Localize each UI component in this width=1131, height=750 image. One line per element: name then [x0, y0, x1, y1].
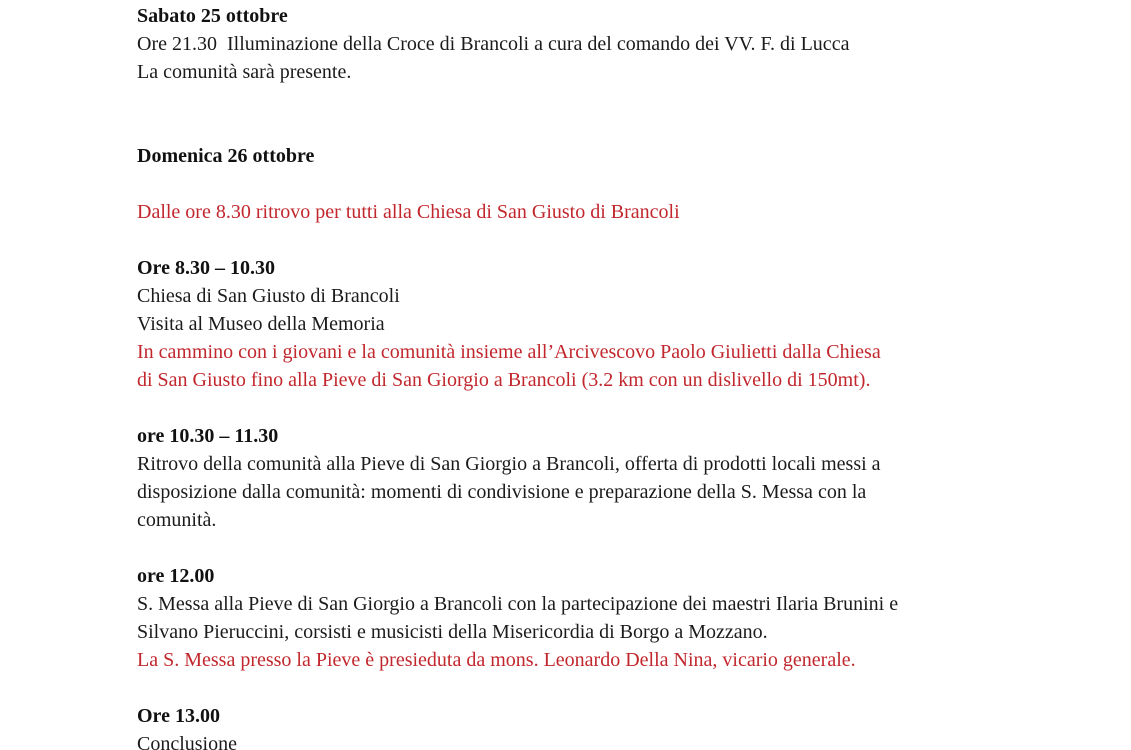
highlight-line: di San Giusto fino alla Pieve di San Giorgio a Brancoli (3.2 km con un dislivello di 150mt).: [137, 369, 871, 391]
event-line: Chiesa di San Giusto di Brancoli: [137, 285, 400, 307]
highlight-line: La S. Messa presso la Pieve è presieduta da mons. Leonardo Della Nina, vicario generale.: [137, 649, 856, 671]
event-line: Ritrovo della comunità alla Pieve di San Giorgio a Brancoli, offerta di prodotti locali messi a: [137, 453, 881, 475]
event-line: Conclusione: [137, 733, 237, 750]
section-sabato-25: [137, 2, 1091, 86]
event-line: Visita al Museo della Memoria: [137, 313, 385, 335]
section-ore-1200: [137, 562, 1091, 674]
event-line: comunità.: [137, 509, 217, 531]
highlight-line: Dalle ore 8.30 ritrovo per tutti alla Chiesa di San Giusto di Brancoli: [137, 201, 680, 223]
event-line: Silvano Pieruccini, corsisti e musicisti della Misericordia di Borgo a Mozzano.: [137, 621, 768, 643]
time-heading: Ore 8.30 – 10.30: [137, 257, 275, 279]
event-line: Ore 21.30 Illuminazione della Croce di Brancoli a cura del comando dei VV. F. di Lucca: [137, 33, 850, 55]
event-line: disposizione dalla comunità: momenti di condivisione e preparazione della S. Messa con la: [137, 481, 867, 503]
day-heading-sabato: Sabato 25 ottobre: [137, 5, 288, 27]
section-domenica-26: [137, 142, 1091, 170]
section-ore-830-1030: [137, 254, 1091, 394]
highlight-line: In cammino con i giovani e la comunità insieme all’Arcivescovo Paolo Giulietti dalla Chiesa: [137, 341, 881, 363]
time-heading: Ore 13.00: [137, 705, 220, 727]
time-heading: ore 10.30 – 11.30: [137, 425, 279, 447]
day-heading-domenica: Domenica 26 ottobre: [137, 145, 315, 167]
section-ritrovo: [137, 198, 1091, 226]
event-line: La comunità sarà presente.: [137, 61, 352, 83]
time-heading: ore 12.00: [137, 565, 215, 587]
section-ore-1030-1130: [137, 422, 1091, 534]
section-ore-1300: [137, 702, 1091, 750]
event-line: S. Messa alla Pieve di San Giorgio a Brancoli con la partecipazione dei maestri Ilaria Brunini e: [137, 593, 899, 615]
